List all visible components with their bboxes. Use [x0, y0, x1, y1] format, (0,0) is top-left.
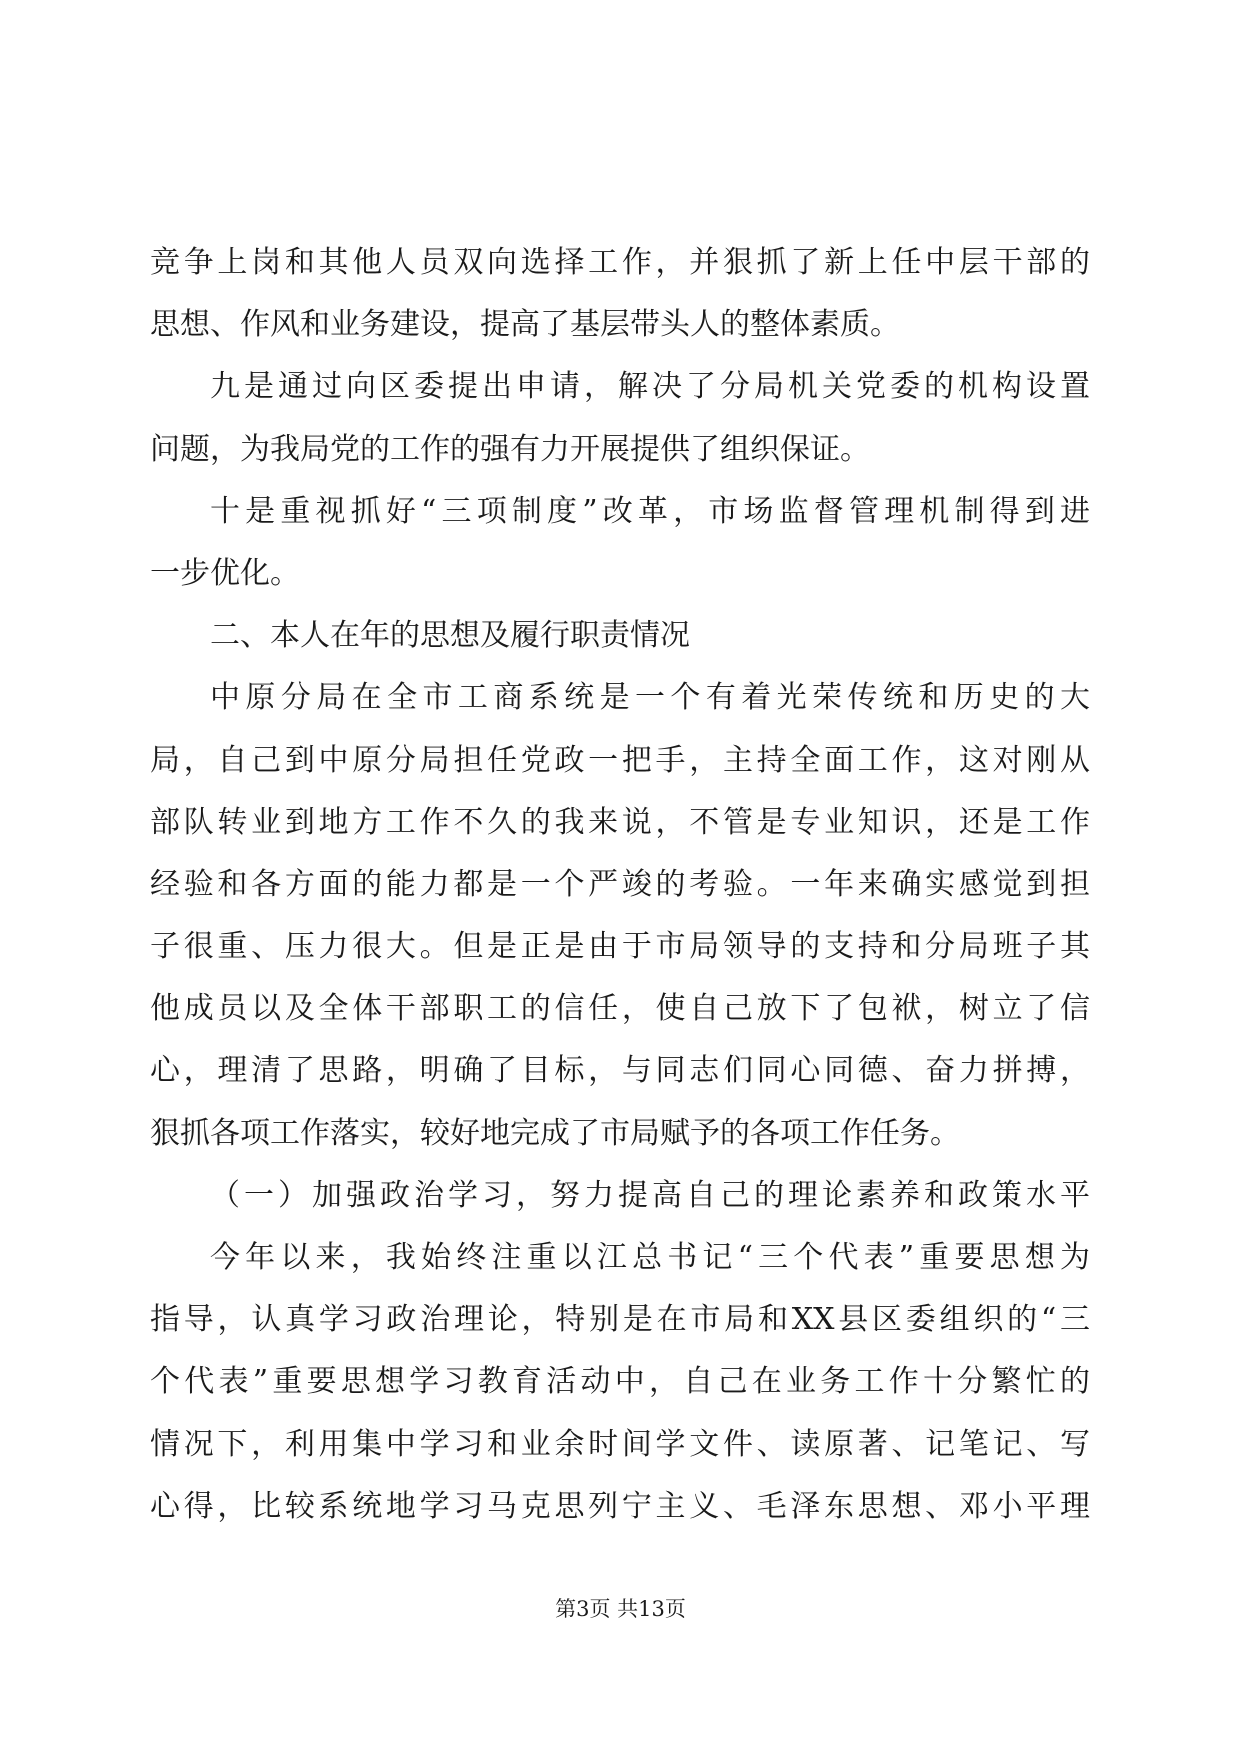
document-body [150, 232, 1090, 1538]
text-line: 十是重视抓好“三项制度”改革，市场监督管理机制得到进 [210, 493, 1090, 529]
text-line: 问题，为我局党的工作的强有力开展提供了组织保证。 [150, 431, 870, 467]
text-line: 情况下，利用集中学习和业余时间学文件、读原著、记笔记、写 [150, 1426, 1090, 1462]
text-line: 中原分局在全市工商系统是一个有着光荣传统和历史的大 [210, 680, 1090, 716]
page-footer: 第3页 共13页 [555, 1597, 686, 1621]
text-line: 二、本人在年的思想及履行职责情况 [210, 618, 690, 654]
text-line: 心，理清了思路，明确了目标，与同志们同心同德、奋力拼搏， [150, 1053, 1090, 1089]
text-line: 部队转业到地方工作不久的我来说，不管是专业知识，还是工作 [150, 804, 1090, 840]
text-line: 今年以来，我始终注重以江总书记“三个代表”重要思想为 [210, 1240, 1090, 1275]
text-line: 心得，比较系统地学习马克思列宁主义、毛泽东思想、邓小平理 [150, 1488, 1090, 1524]
text-line: 经验和各方面的能力都是一个严竣的考验。一年来确实感觉到担 [150, 866, 1090, 902]
text-line: 思想、作风和业务建设，提高了基层带头人的整体素质。 [150, 307, 900, 343]
text-line: 子很重、压力很大。但是正是由于市局领导的支持和分局班子其 [150, 929, 1090, 965]
text-line: 个代表”重要思想学习教育活动中，自己在业务工作十分繁忙的 [150, 1364, 1090, 1400]
text-line: 局，自己到中原分局担任党政一把手，主持全面工作，这对刚从 [150, 742, 1090, 778]
text-line: 指导，认真学习政治理论，特别是在市局和XX县区委组织的“三 [150, 1302, 1090, 1338]
text-line: （一）加强政治学习，努力提高自己的理论素养和政策水平 [210, 1177, 1090, 1213]
text-line: 竞争上岗和其他人员双向选择工作，并狠抓了新上任中层干部的 [150, 245, 1090, 280]
text-line: 他成员以及全体干部职工的信任，使自己放下了包袱，树立了信 [150, 991, 1090, 1027]
text-line: 九是通过向区委提出申请，解决了分局机关党委的机构设置 [210, 369, 1090, 405]
text-line: 一步优化。 [150, 555, 300, 591]
text-line: 狠抓各项工作落实，较好地完成了市局赋予的各项工作任务。 [150, 1115, 960, 1151]
